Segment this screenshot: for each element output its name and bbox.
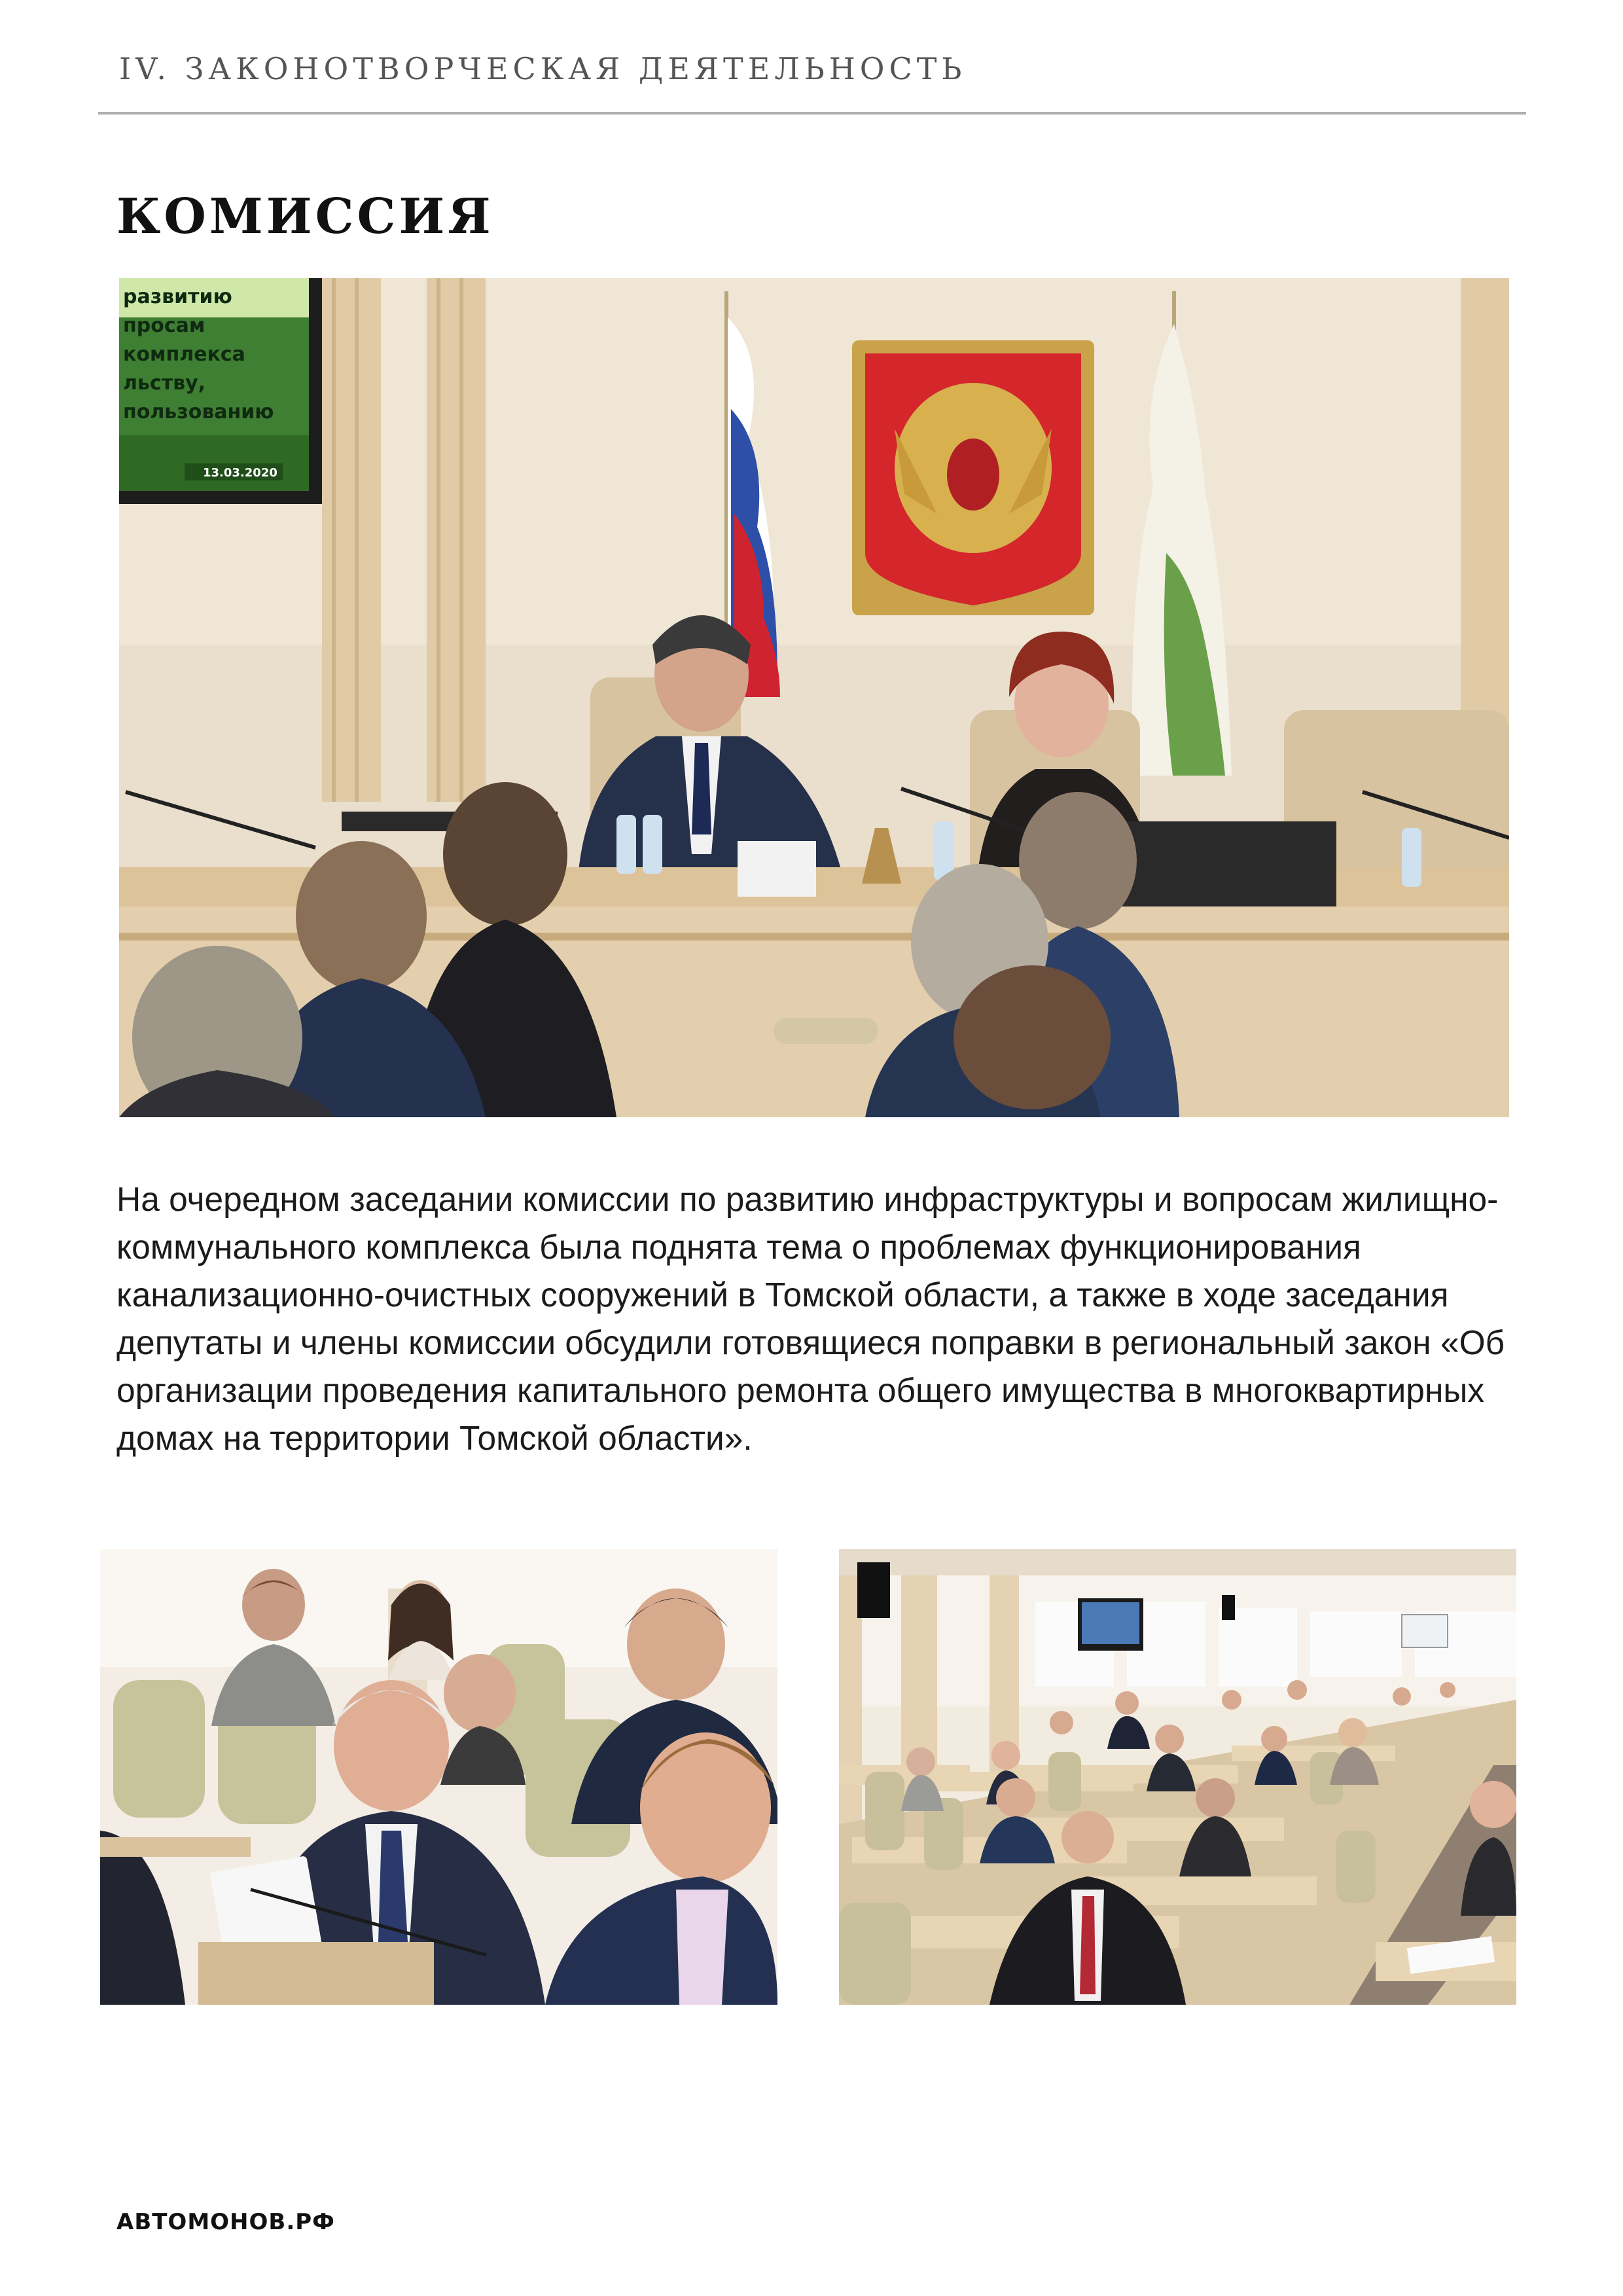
main-meeting-photo (119, 278, 1509, 1117)
screen-line-3: комплекса (123, 343, 245, 366)
coat-of-arms (852, 340, 1094, 615)
presentation-screen (119, 278, 322, 504)
hall-overview-photo (839, 1549, 1516, 2005)
footer-website[interactable]: АВТОМОНОВ.РФ (116, 2209, 335, 2235)
header-divider (98, 112, 1526, 115)
page-title: КОМИССИЯ (116, 188, 494, 245)
screen-line-1: развитию (123, 285, 232, 308)
deputies-closeup-photo (100, 1549, 777, 2005)
section-header: IV. ЗАКОНОТВОРЧЕСКАЯ ДЕЯТЕЛЬНОСТЬ (119, 51, 967, 86)
screen-line-2: просам (123, 314, 205, 337)
screen-line-4: льству, (123, 372, 206, 395)
screen-date: 13.03.2020 (203, 466, 277, 480)
article-paragraph: На очередном заседании комиссии по развитию инфраструктуры и вопросам жилищно-коммунального комплекса была поднята тема о проблемах функционирования канализационно-очистных сооружений в Томской области, а также в ходе заседания депутаты и члены комиссии обсудили готовящиеся поправки в региональный закон «Об организации проведения капитального ремонта общего имущества в многоквартирных домах на территории Томской области». (116, 1180, 1505, 1457)
screen-line-5: пользованию (123, 401, 274, 423)
